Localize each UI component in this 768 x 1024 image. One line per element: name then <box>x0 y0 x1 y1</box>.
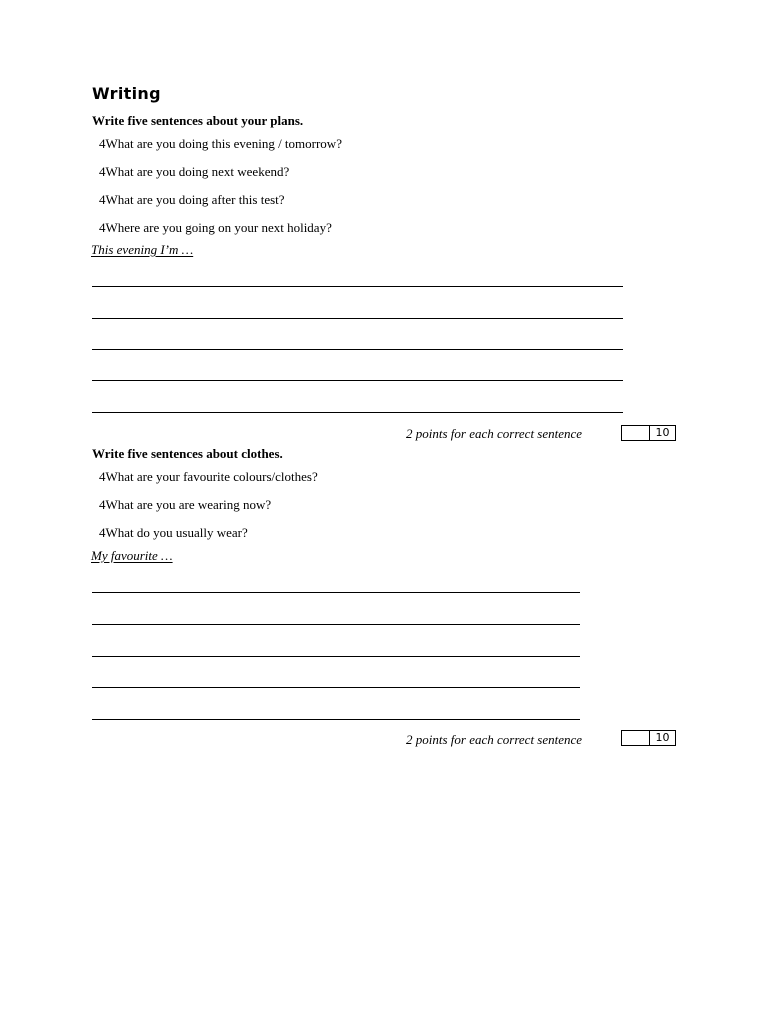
answer-line[interactable] <box>92 624 580 625</box>
score-box <box>621 730 676 746</box>
answer-line[interactable] <box>92 687 580 688</box>
question-item: 4What are you doing next weekend? <box>99 164 290 179</box>
question-item: 4What are your favourite colours/clothes? <box>99 469 318 484</box>
section-instruction: Write five sentences about your plans. <box>92 113 304 128</box>
sentence-starter: This evening I’m … <box>91 242 194 257</box>
score-input-cell[interactable] <box>622 426 650 440</box>
answer-line[interactable] <box>92 719 580 720</box>
answer-line[interactable] <box>92 318 623 319</box>
question-item: 4What do you usually wear? <box>99 525 248 540</box>
question-item: 4What are you are wearing now? <box>99 497 272 512</box>
question-item: 4Where are you going on your next holiday? <box>99 220 332 235</box>
sentence-starter: My favourite … <box>91 548 173 563</box>
answer-line[interactable] <box>92 349 623 350</box>
score-total: 10 <box>655 731 670 744</box>
answer-line[interactable] <box>92 286 623 287</box>
points-note: 2 points for each correct sentence <box>406 732 583 747</box>
question-item: 4What are you doing after this test? <box>99 192 285 207</box>
answer-line[interactable] <box>92 592 580 593</box>
points-note: 2 points for each correct sentence <box>406 426 583 441</box>
score-total: 10 <box>655 426 670 439</box>
answer-line[interactable] <box>92 380 623 381</box>
score-input-cell[interactable] <box>622 731 650 745</box>
page-heading: Writing <box>92 84 161 103</box>
question-item: 4What are you doing this evening / tomorrow? <box>99 136 342 151</box>
answer-line[interactable] <box>92 412 623 413</box>
section-instruction: Write five sentences about clothes. <box>92 446 283 461</box>
score-box <box>621 425 676 441</box>
answer-line[interactable] <box>92 656 580 657</box>
